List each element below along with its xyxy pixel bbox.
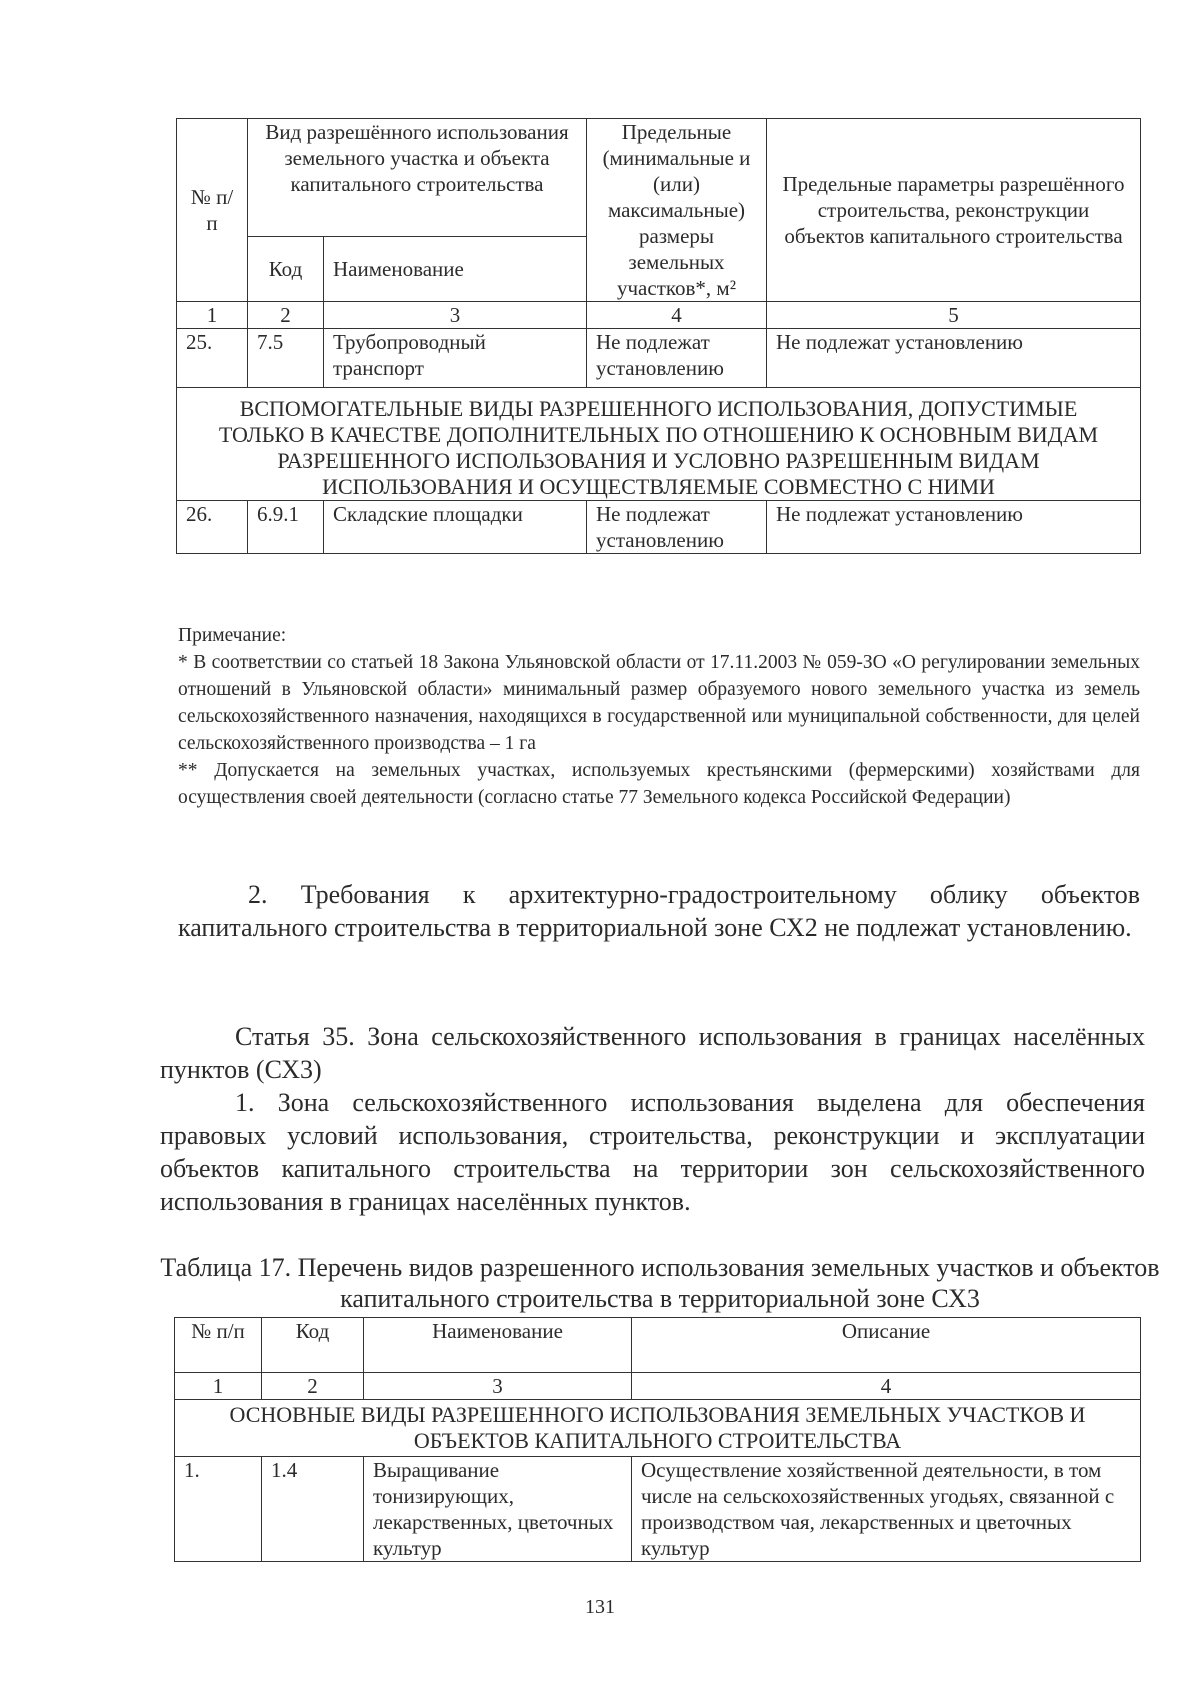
col-num-1: 1: [177, 302, 248, 329]
header-name: Наименование: [364, 1318, 632, 1373]
row-num: 1.: [175, 1457, 262, 1562]
table-row: [177, 501, 1141, 554]
row-code: 1.4: [262, 1457, 364, 1562]
row-params: Не подлежат установлению: [767, 329, 1141, 388]
row-num: 26.: [177, 501, 248, 554]
row-name: Выращивание тонизирующих, лекарственных, цветочных культур: [364, 1457, 632, 1562]
notes-title: Примечание:: [178, 625, 287, 646]
land-use-table-continued: [176, 118, 1141, 554]
row-sizes: Не подлежат установлению: [587, 329, 767, 388]
page-number: 131: [585, 1596, 615, 1618]
col-num-1: 1: [175, 1373, 262, 1400]
header-sizes: Предельные (минимальные и (или) максимальные) размеры земельных участков*, м²: [587, 119, 767, 302]
note-2: ** Допускается на земельных участках, используемых крестьянскими (фермерскими) хозяйствами для осуществления своей деятельности (согласно статье 77 Земельного кодекса Российской Федерации): [178, 760, 1140, 808]
col-num-4: 4: [632, 1373, 1141, 1400]
note-1: * В соответствии со статьей 18 Закона Ульяновской области от 17.11.2003 № 059-ЗО «О регулировании земельных отношений в Ульяновской области» минимальный размер образуемого нового земельного участка из земель сельскохозяйственного назначения, находящихся в государственной или муниципальной собственности, для целей сельскохозяйственного производства – 1 га: [178, 652, 1140, 754]
col-num-5: 5: [767, 302, 1141, 329]
row-code: 7.5: [248, 329, 324, 388]
table-row: [177, 329, 1141, 388]
header-code: Код: [262, 1318, 364, 1373]
header-code: Код: [248, 237, 324, 302]
col-num-3: 3: [324, 302, 587, 329]
table-row: [175, 1457, 1141, 1562]
paragraph-2-text: 2. Требования к архитектурно-градостроительному облику объектов капитального строительства в территориальной зоне СХ2 не подлежат установлению.: [178, 880, 1140, 942]
col-num-2: 2: [248, 302, 324, 329]
row-params: Не подлежат установлению: [767, 501, 1141, 554]
section-heading-main: ОСНОВНЫЕ ВИДЫ РАЗРЕШЕННОГО ИСПОЛЬЗОВАНИЯ ЗЕМЕЛЬНЫХ УЧАСТКОВ И ОБЪЕКТОВ КАПИТАЛЬНОГО СТРОИТЕЛЬСТВА: [175, 1400, 1141, 1457]
col-num-3: 3: [364, 1373, 632, 1400]
row-desc: Осуществление хозяйственной деятельности, в том числе на сельскохозяйственных угодьях, связанной с производством чая, лекарственных и цветочных культур: [632, 1457, 1141, 1562]
header-desc: Описание: [632, 1318, 1141, 1373]
header-params: Предельные параметры разрешённого строительства, реконструкции объектов капитального строительства: [767, 119, 1141, 302]
row-code: 6.9.1: [248, 501, 324, 554]
row-name: Складские площадки: [324, 501, 587, 554]
row-sizes: Не подлежат установлению: [587, 501, 767, 554]
article-paragraph-1: 1. Зона сельскохозяйственного использования выделена для обеспечения правовых условий использования, строительства, реконструкции и эксплуатации объектов капитального строительства на территории зон сельскохозяйственного использования в границах населённых пунктов.: [160, 1088, 1145, 1216]
header-name: Наименование: [324, 237, 587, 302]
row-name: Трубопроводный транспорт: [324, 329, 587, 388]
header-num: № п/п: [177, 119, 248, 302]
article-35: [160, 1020, 1145, 1218]
article-heading: Статья 35. Зона сельскохозяйственного использования в границах населённых пунктов (СХ3): [160, 1022, 1145, 1084]
header-use-type: Вид разрешённого использования земельного участка и объекта капитального строительства: [248, 119, 587, 237]
notes-block: [178, 622, 1140, 811]
row-num: 25.: [177, 329, 248, 388]
header-num: № п/п: [175, 1318, 262, 1373]
col-num-4: 4: [587, 302, 767, 329]
table-17-caption: Таблица 17. Перечень видов разрешенного использования земельных участков и объектов капитального строительства в территориальной зоне СХ3: [160, 1253, 1160, 1313]
col-num-2: 2: [262, 1373, 364, 1400]
paragraph-2: [178, 878, 1140, 944]
table-17: [174, 1317, 1141, 1562]
section-heading-auxiliary: ВСПОМОГАТЕЛЬНЫЕ ВИДЫ РАЗРЕШЕННОГО ИСПОЛЬЗОВАНИЯ, ДОПУСТИМЫЕ ТОЛЬКО В КАЧЕСТВЕ ДОПОЛНИТЕЛЬНЫХ ПО ОТНОШЕНИЮ К ОСНОВНЫМ ВИДАМ РАЗРЕШЕННОГО ИСПОЛЬЗОВАНИЯ И УСЛОВНО РАЗРЕШЕННЫМ ВИДАМ ИСПОЛЬЗОВАНИЯ И ОСУЩЕСТВЛЯЕМЫЕ СОВМЕСТНО С НИМИ: [177, 388, 1141, 501]
